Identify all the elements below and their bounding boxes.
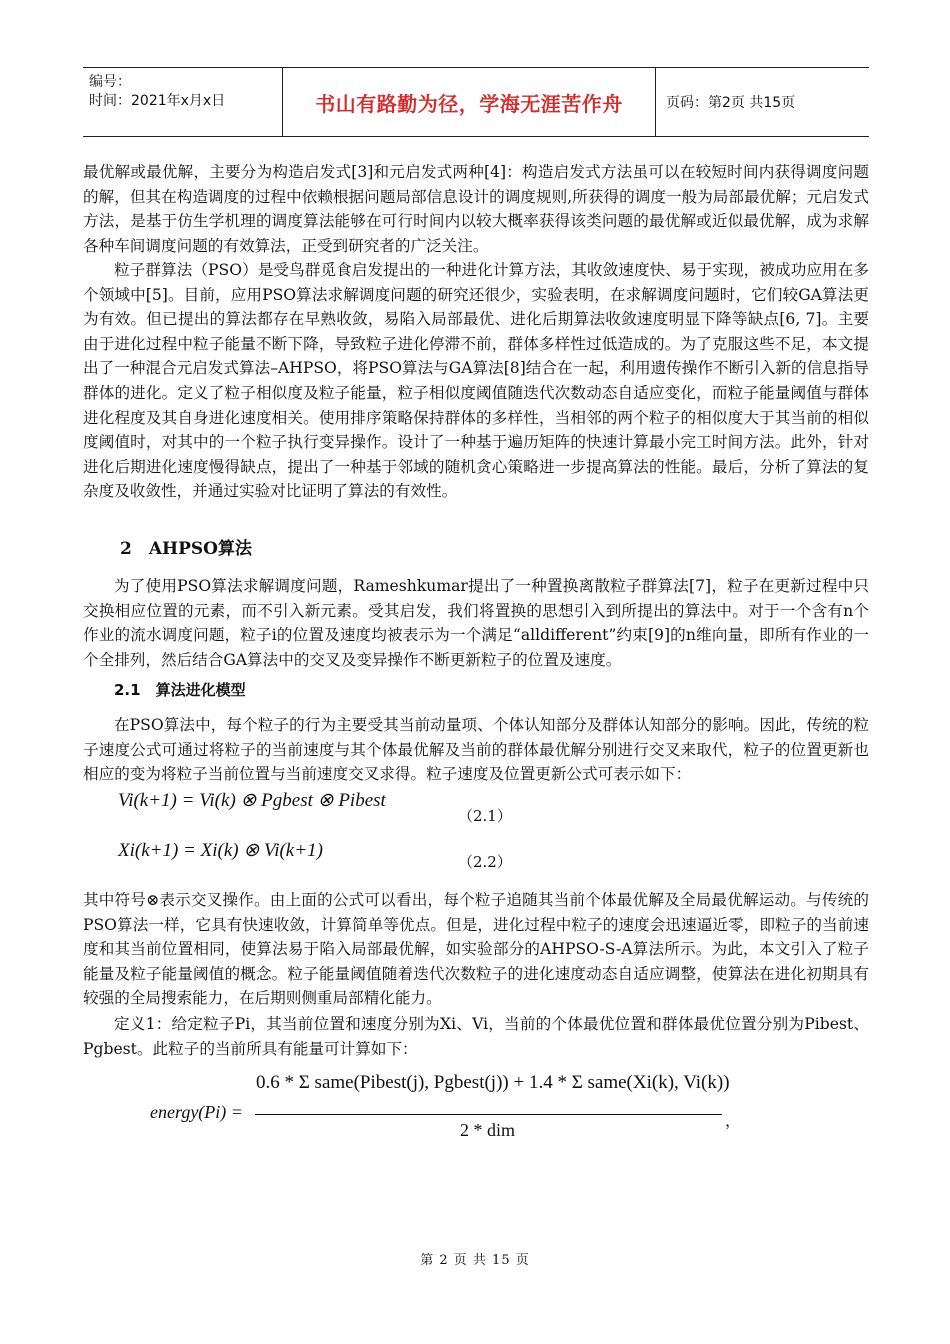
energy-formula xyxy=(150,1062,742,1152)
paragraph-4 xyxy=(83,713,869,787)
paragraph-1 xyxy=(83,160,869,258)
equation-2-1: Vi(k+1) = Vi(k) ⊗ Pgbest ⊗ Pibest xyxy=(118,790,386,811)
paragraph-3 xyxy=(83,574,869,672)
section-2-heading: 2 AHPSO算法 xyxy=(120,539,252,559)
paragraph-1-text: 最优解或最优解，主要分为构造启发式[3]和元启发式两种[4]：构造启发式方法虽可以在较短时间内获得调度问题的解，但其在构造调度的过程中依赖根据问题局部信息设计的调度规则,所获得的调度一般为局部最优解；元启发式方法，是基于仿生学机理的调度算法能够在可行时间内以较大概率获得该类问题的最优解或近似最优解，成为求解各种车间调度问题的有效算法，正受到研究者的广泛关注。 xyxy=(83,163,869,255)
energy-formula-denominator: 2 * dim xyxy=(460,1120,516,1140)
equation-2-2-number: （2.2） xyxy=(458,853,512,871)
energy-formula-lhs: energy(Pi) = xyxy=(150,1102,243,1122)
paragraph-2-text: 粒子群算法（PSO）是受鸟群觅食启发提出的一种进化计算方法，其收敛速度快、易于实现，被成功应用在多个领域中[5]。目前，应用PSO算法求解调度问题的研究还很少，实验表明，在求解调度问题时，它们较GA算法更为有效。但已提出的算法都存在早熟收敛，易陷入局部最优、进化后期算法收敛速度明显下降等缺点[6, 7]。主要由于进化过程中粒子能量不断下降，导致粒子进化停滞不前，群体多样性过低造成的。为了克服这些不足，本文提出了一种混合元启发式算法–AHPSO，将PSO算法与GA算法[8]结合在一起，利用遗传操作不断引入新的信息指导群体的进化。定义了粒子相似度及粒子能量，粒子相似度阈值随迭代次数动态自适应变化，而粒子能量阈值与群体进化程度及其自身进化速度相关。使用排序策略保持群体的多样性，当相邻的两个粒子的相似度大于其当前的相似度阈值时，对其中的一个粒子执行变异操作。设计了一种基于遍历矩阵的快速计算最小完工时间方法。此外，针对进化后期进化速度慢得缺点，提出了一种基于邻域的随机贪心策略进一步提高算法的性能。最后，分析了算法的复杂度及收敛性，并通过实验对比证明了算法的有效性。 xyxy=(83,261,869,501)
paragraph-5-text: 其中符号⊗表示交叉操作。由上面的公式可以看出，每个粒子追随其当前个体最优解及全局最优解运动。与传统的PSO算法一样，它具有快速收敛，计算简单等优点。但是，进化过程中粒子的速度会迅速逼近零，即粒子的当前速度和其当前位置相同，使算法易于陷入局部最优解，如实验部分的AHPSO-S-A算法所示。为此，本文引入了粒子能量及粒子能量阈值的概念。粒子能量阈值随着迭代次数粒子的进化速度动态自适应调整，使算法在进化初期具有较强的全局搜索能力，在后期则侧重局部精化能力。 xyxy=(83,891,869,1008)
paragraph-6-text: 定义1：给定粒子Pi，其当前位置和速度分别为Xi、Vi，当前的个体最优位置和群体最优位置分别为Pibest、Pgbest。此粒子的当前所具有能量可计算如下： xyxy=(83,1015,869,1058)
paragraph-3-text: 为了使用PSO算法求解调度问题，Rameshkumar提出了一种置换离散粒子群算法[7]，粒子在更新过程中只交换相应位置的元素，而不引入新元素。受其启发，我们将置换的思想引入到所提出的算法中。对于一个含有n个作业的流水调度问题，粒子i的位置及速度均被表示为一个满足“alldifferent”约束[9]的n维向量，即所有作业的一个全排列，然后结合GA算法中的交叉及变异操作不断更新粒子的位置及速度。 xyxy=(83,577,869,669)
equation-2-1-number: （2.1） xyxy=(458,807,512,825)
page-footer: 第 2 页 共 15 页 xyxy=(420,1253,530,1268)
energy-formula-numerator: 0.6 * Σ same(Pibest(j), Pgbest(j)) + 1.4 * Σ same(Xi(k), Vi(k)) xyxy=(256,1072,730,1093)
section-2-1-heading: 2.1 算法进化模型 xyxy=(114,681,246,699)
number-label: 编号： xyxy=(89,74,131,90)
header-left-cell xyxy=(83,68,283,136)
paragraph-5 xyxy=(83,888,869,1011)
header-page-info: 页码：第2页 共15页 xyxy=(666,95,796,111)
paragraph-4-text: 在PSO算法中，每个粒子的行为主要受其当前动量项、个体认知部分及群体认知部分的影响。因此，传统的粒子速度公式可通过将粒子的当前速度与其个体最优解及当前的群体最优解分别进行交叉来取代，粒子的位置更新也相应的变为将粒子当前位置与当前速度交叉求得。粒子速度及位置更新公式可表示如下： xyxy=(83,716,869,784)
header-motto: 书山有路勤为径，学海无涯苦作舟 xyxy=(283,68,656,136)
paragraph-2 xyxy=(83,258,869,504)
time-label: 时间：2021年x月x日 xyxy=(89,93,226,109)
header-table xyxy=(83,67,869,137)
paragraph-6 xyxy=(83,1012,869,1061)
energy-formula-comma: ， xyxy=(725,1113,742,1130)
equation-2-2: Xi(k+1) = Xi(k) ⊗ Vi(k+1) xyxy=(118,840,323,861)
fraction-bar xyxy=(255,1114,722,1115)
